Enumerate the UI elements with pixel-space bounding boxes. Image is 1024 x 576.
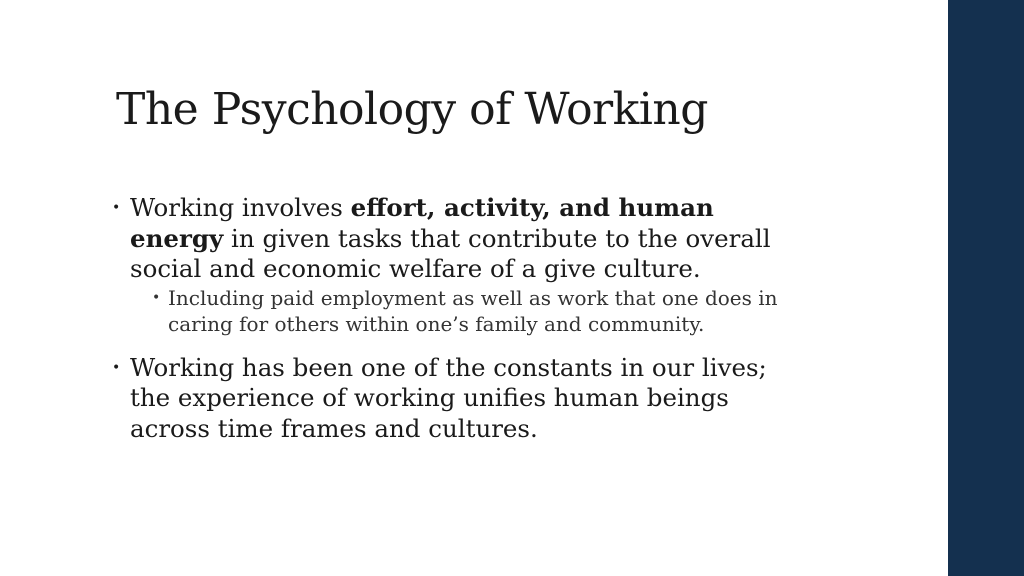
bullet-item-2: • Working has been one of the constants in our lives; the experience of working unifies human beings across time frames and cultures. <box>112 353 812 445</box>
sub-bullet-list <box>130 285 812 337</box>
bullet-1-bold-text: effort, activity, and human energy <box>130 193 714 253</box>
bullet-1-text-start: Working involves <box>130 193 351 222</box>
accent-side-bar <box>948 0 1024 576</box>
slide-title: The Psychology of Working <box>116 84 708 135</box>
sub-bullet-item-1: • Including paid employment as well as work that one does in caring for others within one’s family and community. <box>152 285 812 337</box>
bullet-1-text-end: in given tasks that contribute to the overall social and economic welfare of a give culture. <box>130 223 771 283</box>
bullet-item-1 <box>112 193 812 337</box>
slide-content <box>112 193 812 460</box>
bullet-list <box>112 193 812 444</box>
